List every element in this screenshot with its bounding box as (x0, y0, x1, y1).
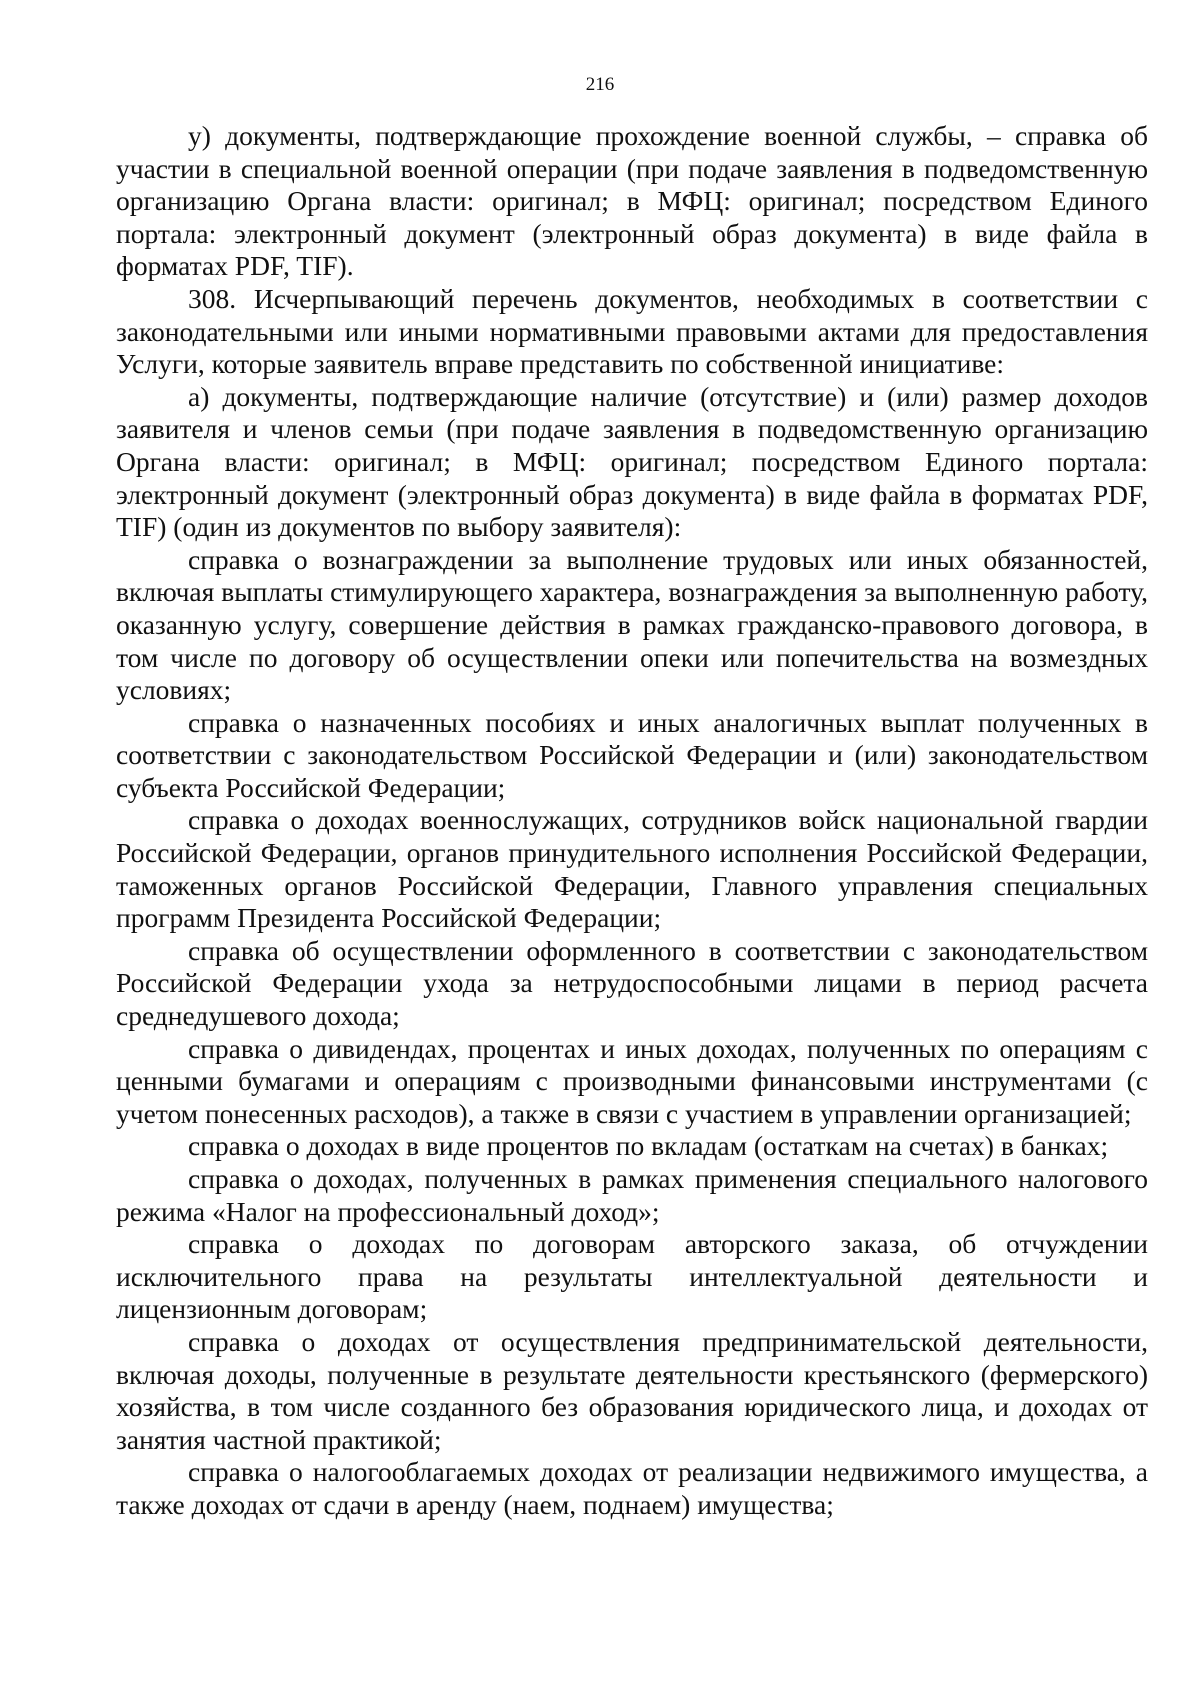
list-item-author-contracts: справка о доходах по договорам авторского заказа, об отчуждении исключительного права на результаты интеллектуальной деятельности и лицензионным договорам; (116, 1228, 1148, 1325)
document-body (116, 120, 1148, 1522)
list-item-professional-income: справка о доходах, полученных в рамках применения специального налогового режима «Налог на профессиональный доход»; (116, 1163, 1148, 1227)
paragraph-income-documents: а) документы, подтверждающие наличие (отсутствие) и (или) размер доходов заявителя и членов семьи (при подаче заявления в подведомственную организацию Органа власти: оригинал; в МФЦ: оригинал; посредством Единого портала: электронный документ (электронный образ документа) в виде файла в форматах PDF, TIF) (один из документов по выбору заявителя): (116, 380, 1148, 543)
list-item-benefits: справка о назначенных пособиях и иных аналогичных выплат полученных в соответствии с законодательством Российской Федерации и (или) законодательством субъекта Российской Федерации; (116, 706, 1148, 803)
list-item-deposit-interest: справка о доходах в виде процентов по вкладам (остаткам на счетах) в банках; (188, 1130, 1109, 1162)
list-item-military-income: справка о доходах военнослужащих, сотрудников войск национальной гвардии Российской Федерации, органов принудительного исполнения Российской Федерации, таможенных органов Российской Федерации, Главного управления специальных программ Президента Российской Федерации; (116, 804, 1148, 934)
list-item-remuneration: справка о вознаграждении за выполнение трудовых или иных обязанностей, включая выплаты стимулирующего характера, вознаграждения за выполненную работу, оказанную услугу, совершение действия в рамках гражданско-правового договора, в том числе по договору об осуществлении опеки или попечительства на возмездных условиях; (116, 543, 1148, 706)
page-number: 216 (585, 74, 615, 95)
list-item-property-income: справка о налогооблагаемых доходах от реализации недвижимого имущества, а также доходах от сдачи в аренду (наем, поднаем) имущества; (116, 1456, 1148, 1520)
list-item-business-income: справка о доходах от осуществления предпринимательской деятельности, включая доходы, полученные в результате деятельности крестьянского (фермерского) хозяйства, в том числе созданного без образования юридического лица, и доходах от занятия частной практикой; (116, 1325, 1148, 1455)
list-item-care: справка об осуществлении оформленного в соответствии с законодательством Российской Федерации ухода за нетрудоспособными лицами в период расчета среднедушевого дохода; (116, 934, 1148, 1032)
paragraph-military-service: у) документы, подтверждающие прохождение военной службы, – справка об участии в специальной военной операции (при подаче заявления в подведомственную организацию Органа власти: оригинал; в МФЦ: оригинал; посредством Единого портала: электронный документ (электронный образ документа) в виде файла в форматах PDF, TIF). (116, 120, 1148, 282)
paragraph-308-list-intro: 308. Исчерпывающий перечень документов, необходимых в соответствии с законодательными или иными нормативными правовыми актами для предоставления Услуги, которые заявитель вправе представить по собственной инициативе: (116, 282, 1148, 380)
list-item-dividends: справка о дивидендах, процентах и иных доходах, полученных по операциям с ценными бумагами и операциям с производными финансовыми инструментами (с учетом понесенных расходов), а также в связи с участием в управлении организацией; (116, 1032, 1148, 1129)
